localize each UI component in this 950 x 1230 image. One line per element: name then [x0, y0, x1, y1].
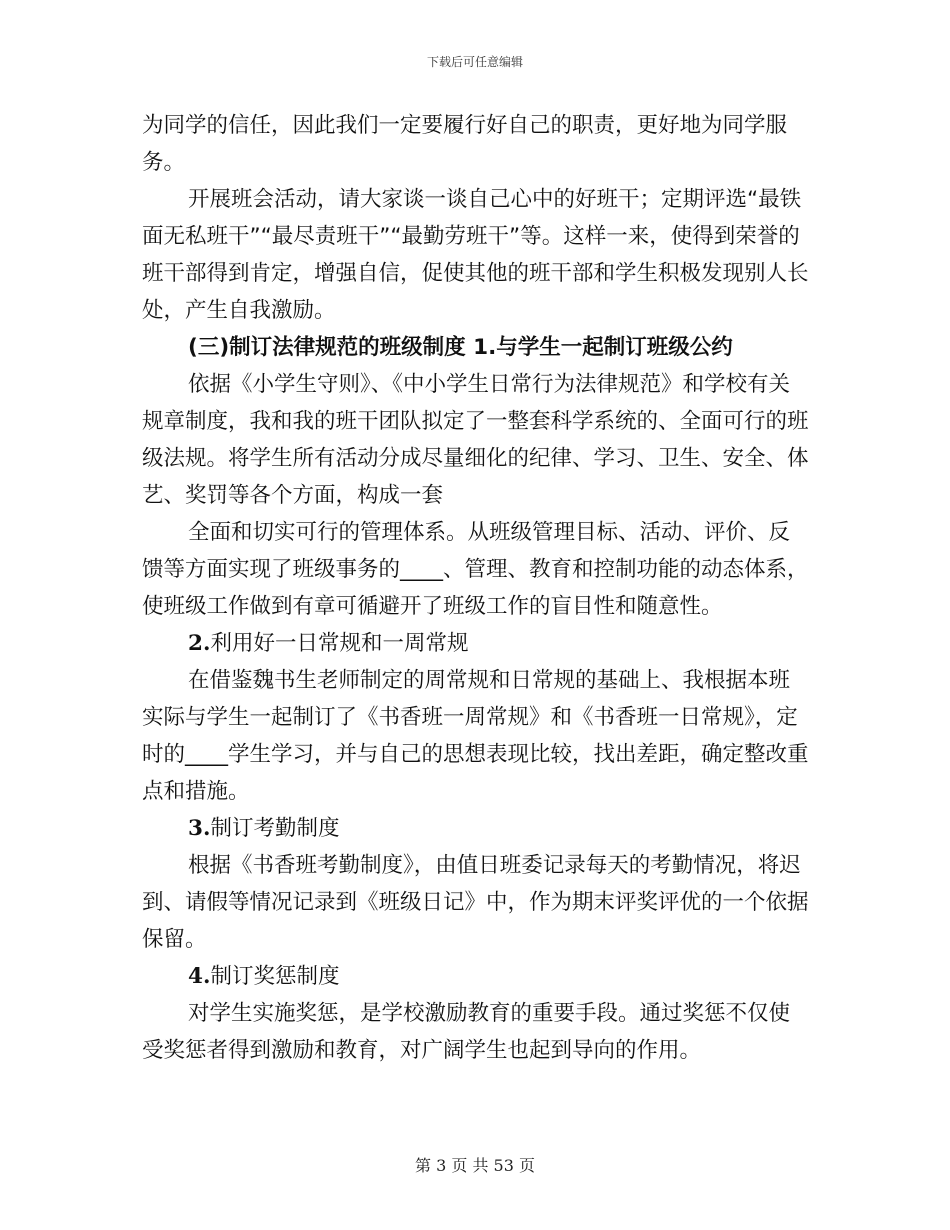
subheading-text: 制订奖惩制度 — [210, 964, 340, 989]
section-heading: (三)制订法律规范的班级制度 1.与学生一起制订班级公约 — [188, 335, 733, 360]
subheading-text: 制订考勤制度 — [210, 816, 340, 841]
paragraph: 全面和切实可行的管理体系。从班级管理目标、活动、评价、反馈等方面实现了班级事务的____、管理、教育和控制功能的动态体系，使班级工作做到有章可循避开了班级工作的盲目性和随意性。 — [142, 520, 809, 619]
paragraph: 为同学的信任，因此我们一定要履行好自己的职责，更好地为同学服务。 — [142, 113, 788, 175]
paragraph: 对学生实施奖惩，是学校激励教育的重要手段。通过奖惩不仅使受奖惩者得到激励和教育，对广阔学生也起到导向的作用。 — [142, 1001, 791, 1063]
paragraph: 开展班会活动，请大家谈一谈自己心中的好班干；定期评选“最铁面无私班干”“最尽责班干”“最勤劳班干”等。这样一来，使得到荣誉的班干部得到肯定，增强自信，促使其他的班干部和学生积极发现别人长处，产生自我激励。 — [142, 187, 809, 323]
paragraph: 依据《小学生守则》、《中小学生日常行为法律规范》和学校有关规章制度，我和我的班干团队拟定了一整套科学系统的、全面可行的班级法规。将学生所有活动分成尽量细化的纪律、学习、卫生、安全、体艺、奖罚等各个方面，构成一套 — [142, 372, 809, 508]
header-note: 下载后可任意编辑 — [426, 55, 523, 69]
subheading — [142, 810, 810, 847]
document-body — [142, 107, 810, 1069]
subheading-number: 2. — [188, 631, 211, 656]
paragraph: 根据《书香班考勤制度》，由值日班委记录每天的考勤情况，将迟到、请假等情况记录到《班级日记》中，作为期末评奖评优的一个依据保留。 — [142, 853, 809, 952]
subheading — [142, 958, 810, 995]
page-footer: 第 3 页 共 53 页 — [415, 1156, 535, 1175]
subheading-text: 利用好一日常规和一周常规 — [210, 631, 469, 656]
subheading — [142, 625, 810, 662]
subheading-number: 3. — [188, 816, 211, 841]
subheading-number: 4. — [188, 964, 211, 989]
paragraph: 在借鉴魏书生老师制定的周常规和日常规的基础上、我根据本班实际与学生一起制订了《书香班一周常规》和《书香班一日常规》，定时的____学生学习，并与自己的思想表现比较，找出差距，确定整改重点和措施。 — [142, 668, 809, 804]
